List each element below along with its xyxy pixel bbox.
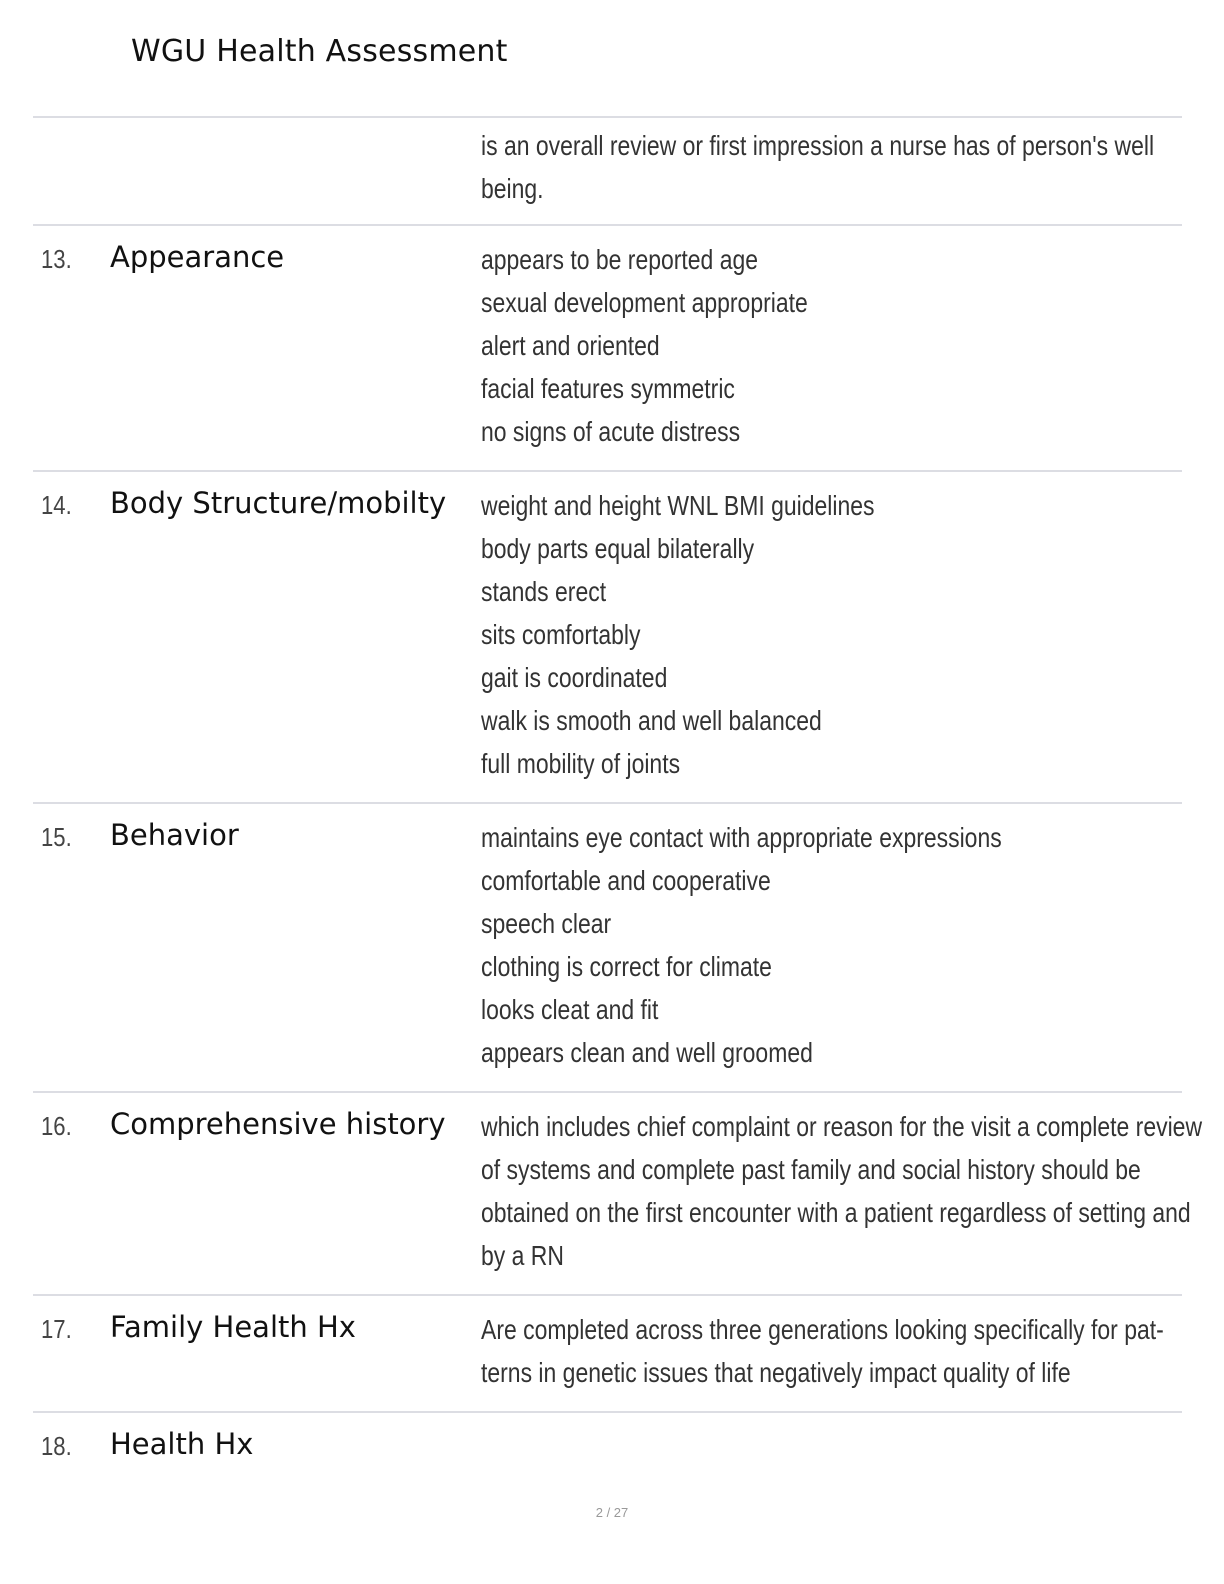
table-row-16 bbox=[33, 1091, 1203, 1294]
definition-line: facial features symmetric bbox=[481, 373, 735, 404]
row-definition bbox=[481, 816, 1181, 1074]
flashcard-table bbox=[33, 116, 1203, 1471]
definition-line: maintains eye contact with appropriate expressions bbox=[481, 822, 1002, 853]
page-title: WGU Health Assessment bbox=[131, 34, 508, 69]
definition-paragraph: is an overall review or first impression a nurse has of person's well being. bbox=[481, 130, 1155, 204]
row-number: 16. bbox=[41, 1111, 72, 1141]
table-row-13 bbox=[33, 224, 1182, 470]
definition-line: gait is coordinated bbox=[481, 662, 668, 693]
definition-line: which includes chief complaint or reason for the visit a complete review bbox=[481, 1111, 1203, 1142]
row-definition bbox=[481, 1105, 1203, 1277]
definition-line: full mobility of joints bbox=[481, 748, 681, 779]
definition-line: appears clean and well groomed bbox=[481, 1037, 813, 1068]
row-definition bbox=[481, 1308, 1181, 1394]
row-number: 13. bbox=[41, 244, 72, 274]
definition-line: alert and oriented bbox=[481, 330, 660, 361]
definition-line: appears to be reported age bbox=[481, 244, 759, 275]
definition-line: speech clear bbox=[481, 908, 612, 939]
definition-line: weight and height WNL BMI guidelines bbox=[481, 490, 875, 521]
page-number: 2 / 27 bbox=[595, 1505, 629, 1520]
table-row-14 bbox=[33, 470, 1182, 802]
table-row-continuation bbox=[33, 116, 1182, 224]
row-number: 15. bbox=[41, 822, 72, 852]
definition-line: obtained on the first encounter with a patient regardless of setting and bbox=[481, 1197, 1191, 1228]
row-definition bbox=[481, 124, 1181, 210]
definition-line: sits comfortably bbox=[481, 619, 641, 650]
row-number: 17. bbox=[41, 1314, 72, 1344]
row-term: Body Structure/mobilty bbox=[110, 486, 447, 520]
definition-line: walk is smooth and well balanced bbox=[481, 705, 822, 736]
definition-line: looks cleat and fit bbox=[481, 994, 659, 1025]
definition-line: clothing is correct for climate bbox=[481, 951, 772, 982]
definition-line: by a RN bbox=[481, 1240, 564, 1271]
row-number: 18. bbox=[41, 1431, 72, 1461]
table-row-15 bbox=[33, 802, 1182, 1091]
table-row-18 bbox=[33, 1411, 1182, 1471]
row-definition bbox=[481, 238, 1181, 453]
definition-line: Are completed across three generations looking specifically for pat- bbox=[481, 1314, 1164, 1345]
row-definition bbox=[481, 484, 1181, 785]
table-row-17 bbox=[33, 1294, 1182, 1411]
row-term: Behavior bbox=[110, 818, 239, 852]
definition-line: sexual development appropriate bbox=[481, 287, 808, 318]
row-term: Appearance bbox=[110, 240, 285, 274]
definition-line: no signs of acute distress bbox=[481, 416, 741, 447]
definition-line: stands erect bbox=[481, 576, 607, 607]
row-term: Health Hx bbox=[110, 1427, 254, 1461]
definition-line: comfortable and cooperative bbox=[481, 865, 771, 896]
row-number: 14. bbox=[41, 490, 72, 520]
definition-line: body parts equal bilaterally bbox=[481, 533, 755, 564]
definition-line: of systems and complete past family and social history should be bbox=[481, 1154, 1141, 1185]
row-term: Comprehensive history bbox=[110, 1107, 446, 1141]
row-term: Family Health Hx bbox=[110, 1310, 356, 1344]
definition-line: terns in genetic issues that negatively impact quality of life bbox=[481, 1357, 1071, 1388]
